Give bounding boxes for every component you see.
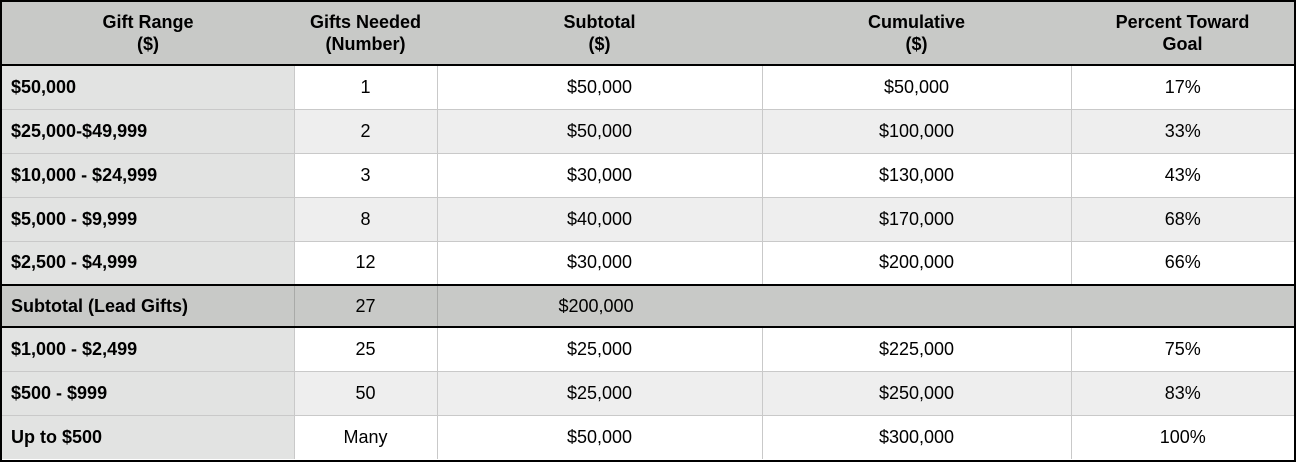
header-gift-range-line2: ($)	[137, 34, 159, 54]
percent-cell: 66%	[1071, 241, 1294, 285]
gifts-needed-cell: 3	[294, 153, 437, 197]
cumulative-cell: $100,000	[762, 109, 1071, 153]
header-subtotal-line1: Subtotal	[563, 12, 636, 32]
percent-cell: 33%	[1071, 109, 1294, 153]
percent-cell: 43%	[1071, 153, 1294, 197]
gifts-needed-cell: Many	[294, 415, 437, 459]
percent-cell: 75%	[1071, 327, 1294, 371]
header-percent-toward-goal	[1071, 2, 1294, 65]
subtotal-cell: $25,000	[437, 327, 762, 371]
table-row	[2, 109, 1294, 153]
gift-range-cell: $25,000-$49,999	[2, 109, 294, 153]
table-row	[2, 415, 1294, 459]
header-cumulative	[762, 2, 1071, 65]
gift-range-cell: $1,000 - $2,499	[2, 327, 294, 371]
cumulative-cell: $225,000	[762, 327, 1071, 371]
subtotal-row	[2, 285, 1294, 327]
percent-cell: 17%	[1071, 65, 1294, 109]
header-row	[2, 2, 1294, 65]
gifts-needed-cell: 12	[294, 241, 437, 285]
gift-range-table	[2, 2, 1294, 459]
subtotal-cell: $50,000	[437, 415, 762, 459]
cumulative-cell: $200,000	[762, 241, 1071, 285]
percent-cell: 68%	[1071, 197, 1294, 241]
header-gift-range	[2, 2, 294, 65]
gift-range-cell: $50,000	[2, 65, 294, 109]
subtotal-gifts-count: 27	[294, 285, 437, 327]
table-row	[2, 65, 1294, 109]
header-percent-line2: Goal	[1162, 34, 1203, 54]
gift-range-cell: Up to $500	[2, 415, 294, 459]
cumulative-cell: $300,000	[762, 415, 1071, 459]
gift-range-cell: $500 - $999	[2, 371, 294, 415]
cumulative-cell: $50,000	[762, 65, 1071, 109]
header-gifts-needed-line2: (Number)	[325, 34, 406, 54]
gift-range-cell: $10,000 - $24,999	[2, 153, 294, 197]
header-percent-line1: Percent Toward	[1115, 12, 1250, 32]
subtotal-cell: $40,000	[437, 197, 762, 241]
gifts-needed-cell: 1	[294, 65, 437, 109]
subtotal-cell: $30,000	[437, 153, 762, 197]
gifts-needed-cell: 2	[294, 109, 437, 153]
gifts-needed-cell: 8	[294, 197, 437, 241]
gifts-needed-cell: 50	[294, 371, 437, 415]
gifts-needed-cell: 25	[294, 327, 437, 371]
cumulative-cell: $170,000	[762, 197, 1071, 241]
header-cumulative-line2: ($)	[905, 34, 928, 54]
subtotal-cell: $50,000	[437, 65, 762, 109]
header-gifts-needed-line1: Gifts Needed	[309, 12, 422, 32]
table-row	[2, 241, 1294, 285]
gift-range-cell: $5,000 - $9,999	[2, 197, 294, 241]
gift-range-cell: $2,500 - $4,999	[2, 241, 294, 285]
table-row	[2, 153, 1294, 197]
table-row	[2, 327, 1294, 371]
header-subtotal	[437, 2, 762, 65]
subtotal-value: $200,000	[558, 295, 634, 316]
subtotal-cell: $30,000	[437, 241, 762, 285]
header-gift-range-line1: Gift Range	[102, 12, 194, 32]
percent-cell: 83%	[1071, 371, 1294, 415]
table-row	[2, 371, 1294, 415]
header-gifts-needed	[294, 2, 437, 65]
cumulative-cell: $130,000	[762, 153, 1071, 197]
subtotal-cell: $50,000	[437, 109, 762, 153]
percent-cell: 100%	[1071, 415, 1294, 459]
cumulative-cell: $250,000	[762, 371, 1071, 415]
subtotal-cell: $25,000	[437, 371, 762, 415]
subtotal-label: Subtotal (Lead Gifts)	[2, 285, 294, 327]
header-subtotal-line2: ($)	[588, 34, 611, 54]
header-cumulative-line1: Cumulative	[867, 12, 966, 32]
table-row	[2, 197, 1294, 241]
